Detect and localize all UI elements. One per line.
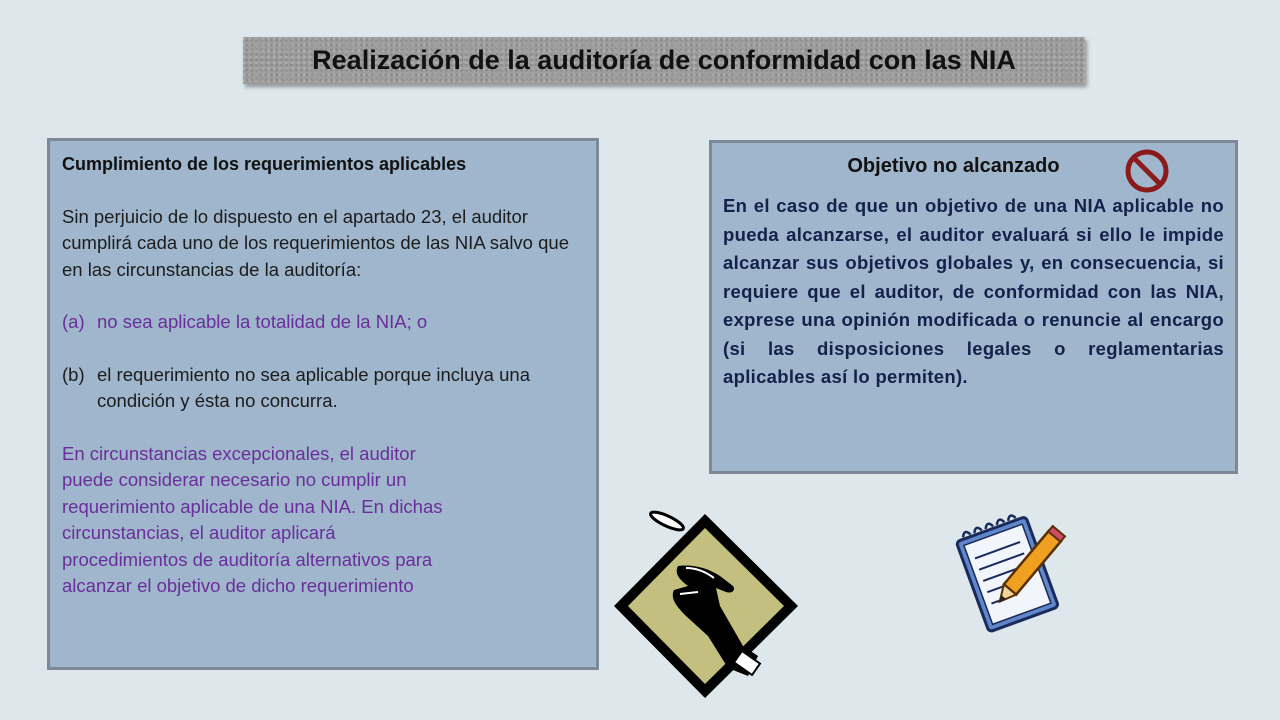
title-banner xyxy=(243,37,1085,84)
notepad-pencil-icon xyxy=(948,508,1078,638)
requirements-heading: Cumplimiento de los requerimientos aplicables xyxy=(62,154,467,174)
item-a-marker: (a) xyxy=(62,311,85,332)
requirement-item-b xyxy=(62,362,584,415)
item-b-marker: (b) xyxy=(62,363,85,385)
requirements-intro: Sin perjuicio de lo dispuesto en el apartado 23, el auditor cumplirá cada uno de los requerimientos de las NIA salvo que en las circunstancias de la auditoría: xyxy=(62,205,569,280)
closing-line: puede considerar necesario no cumplir un xyxy=(62,469,407,490)
no-entry-icon xyxy=(1124,148,1170,194)
pointing-hand-icon xyxy=(608,506,808,706)
objective-heading: Objetivo no alcanzado xyxy=(847,155,1060,177)
closing-line: circunstancias, el auditor aplicará xyxy=(62,522,336,543)
requirements-panel xyxy=(47,138,599,670)
closing-line: requerimiento aplicable de una NIA. En dichas xyxy=(62,495,443,517)
objective-body: En el caso de que un objetivo de una NIA aplicable no pueda alcanzarse, el auditor evaluará si ello le impide alcanzar sus objetivos globales y, en consecuencia, si requiere que el auditor, de conformidad con las NIA, exprese una opinión modificada o renuncie al encargo (si las disposiciones legales o reglamentarias aplicables así lo permiten). xyxy=(723,195,1224,387)
item-b-text: el requerimiento no sea aplicable porque incluya una condición y ésta no concurra. xyxy=(97,363,530,411)
requirement-item-a xyxy=(62,309,584,336)
closing-line: En circunstancias excepcionales, el auditor xyxy=(62,442,416,464)
page-title: Realización de la auditoría de conformidad con las NIA xyxy=(312,45,1016,75)
item-a-text: no sea aplicable la totalidad de la NIA; o xyxy=(97,311,428,332)
closing-line: procedimientos de auditoría alternativos para xyxy=(62,548,433,570)
exceptional-circumstances-text xyxy=(62,441,584,600)
closing-line: alcanzar el objetivo de dicho requerimiento xyxy=(62,575,414,596)
